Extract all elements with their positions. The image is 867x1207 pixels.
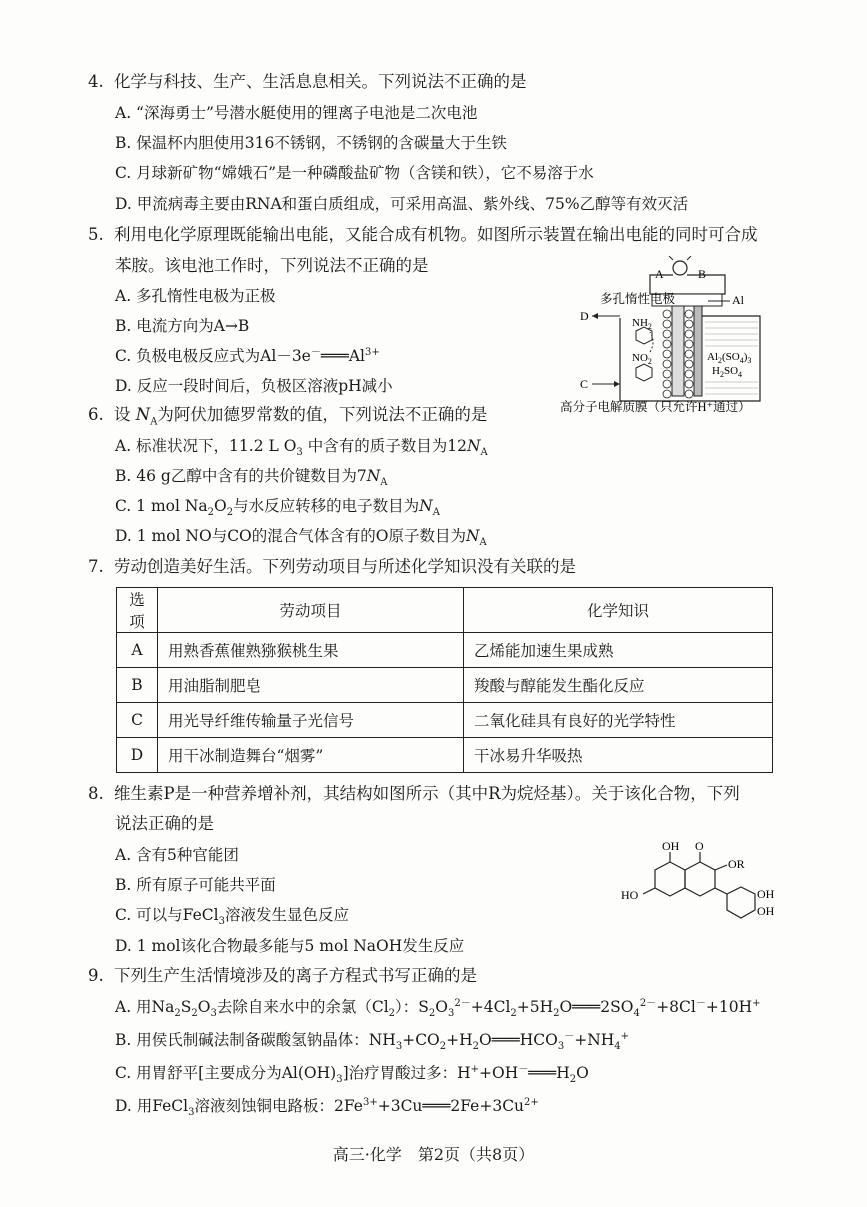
q5-stem-cont: 苯胺。该电池工作时，下列说法不正确的是 xyxy=(115,256,429,275)
ho-label: HO xyxy=(621,888,639,902)
cell-option: D xyxy=(117,738,158,773)
q6-option-d: D. 1 mol NO与CO的混合气体含有的O原子数目为$N_A$ xyxy=(115,527,487,549)
c-label: C xyxy=(580,377,589,391)
label-b: B xyxy=(698,267,707,281)
h2so4-label: $H_2SO_4$ xyxy=(712,365,743,379)
o-label: O xyxy=(695,840,704,853)
membrane-caption: 高分子电解质膜（只允许H⁺通过） xyxy=(560,400,751,414)
q6-option-b: B. 46 g乙醇中含有的共价键数目为$7N_A$ xyxy=(115,467,388,489)
q9-option-a: A. 用$Na_2S_2O_3$去除自来水中的余氯$(Cl_2)$：$S_2O_3^{2-}+4Cl_2+5H_2O═══2SO_4^{2-}+8Cl^-+10H^+$ xyxy=(115,997,761,1020)
q8-option-d: D. 1 mol该化合物最多能与5 mol NaOH发生反应 xyxy=(115,937,465,955)
q4-option-b: B. 保温杯内胆使用316不锈钢，不锈钢的含碳量大于生铁 xyxy=(115,134,507,152)
q5-option-c: C. 负极电极反应式为$Al-3e^-═══Al^{3+}$ xyxy=(115,346,380,365)
al2so4-label: $Al_2(SO_4)_3$ xyxy=(707,351,752,365)
no2-label: $NO_2$ xyxy=(632,352,652,366)
q8-stem-cont: 说法正确的是 xyxy=(115,814,214,833)
vitamin-p-structure xyxy=(615,840,785,925)
cell-knowledge: 羧酸与醇能发生酯化反应 xyxy=(464,668,773,703)
oh-label: OH xyxy=(662,840,680,853)
q6-option-a: A. 标准状况下，11.2 L $O_3$ 中含有的质子数目为$12N_A$ xyxy=(115,437,488,459)
cell-labor: 用干冰制造舞台“烟雾” xyxy=(158,738,464,773)
q7-stem: 7. 劳动创造美好生活。下列劳动项目与所述化学知识没有关联的是 xyxy=(88,557,576,576)
q5-stem: 5. 利用电化学原理既能输出电能，又能合成有机物。如图所示装置在输出电能的同时可合成 xyxy=(88,225,758,244)
cell-knowledge: 二氧化硅具有良好的光学特性 xyxy=(464,703,773,738)
q5-option-d: D. 反应一段时间后，负极区溶液pH减小 xyxy=(115,377,393,395)
cell-knowledge: 乙烯能加速生果成熟 xyxy=(464,633,773,668)
table-row xyxy=(117,738,773,773)
q9-stem: 9. 下列生产生活情境涉及的离子方程式书写正确的是 xyxy=(88,966,477,985)
or-label: OR xyxy=(728,857,745,871)
table-header-row xyxy=(117,588,773,633)
q4-option-c: C. 月球新矿物“嫦娥石”是一种磷酸盐矿物（含镁和铁），它不易溶于水 xyxy=(115,164,594,182)
cell-labor: 用熟香蕉催熟猕猴桃生果 xyxy=(158,633,464,668)
label-a: A xyxy=(655,267,664,281)
q6-option-c: C. 1 mol $Na_2O_2$与水反应转移的电子数目为$N_A$ xyxy=(115,497,440,519)
q5-cell-diagram xyxy=(560,256,790,416)
bulb-icon xyxy=(673,261,687,275)
q9-option-d: D. 用FeCl$_3$溶液刻蚀铜电路板：$2Fe^{3+}+3Cu═══2Fe+3Cu^{2+}$ xyxy=(115,1096,539,1119)
oh-label: OH xyxy=(757,887,775,901)
q8-option-b: B. 所有原子可能共平面 xyxy=(115,876,276,894)
oh-label: OH xyxy=(757,904,775,918)
q8-option-a: A. 含有5种官能团 xyxy=(115,846,239,864)
q4-option-a: A. “深海勇士”号潜水艇使用的锂离子电池是二次电池 xyxy=(115,104,478,122)
table-row xyxy=(117,668,773,703)
page-footer: 高三·化学 第2页（共8页） xyxy=(332,1145,535,1164)
q5-option-b: B. 电流方向为A→B xyxy=(115,317,250,335)
cell-labor: 用光导纤维传输量子光信号 xyxy=(158,703,464,738)
q4-stem: 4. 化学与科技、生产、生活息息相关。下列说法不正确的是 xyxy=(88,72,527,91)
cell-option: B xyxy=(117,668,158,703)
q7-table xyxy=(116,587,773,773)
q9-option-b: B. 用侯氏制碱法制备碳酸氢钠晶体：$NH_3+CO_2+H_2O═══HCO_3^-+NH_4^+$ xyxy=(115,1030,630,1053)
d-label: D xyxy=(580,309,589,323)
cell-labor: 用油脂制肥皂 xyxy=(158,668,464,703)
q5-option-a: A. 多孔惰性电极为正极 xyxy=(115,287,276,305)
q9-option-c: C. 用胃舒平[主要成分为$Al(OH)_3$]治疗胃酸过多：$H^++OH^-═══H_2O$ xyxy=(115,1063,589,1086)
cell-option: C xyxy=(117,703,158,738)
cell-knowledge: 干冰易升华吸热 xyxy=(464,738,773,773)
header-option: 选项 xyxy=(117,588,158,633)
cell-option: A xyxy=(117,633,158,668)
q8-option-c: C. 可以与FeCl$_3$溶液发生显色反应 xyxy=(115,906,349,928)
table-row xyxy=(117,703,773,738)
table-row xyxy=(117,633,773,668)
al-label: Al xyxy=(732,293,744,307)
electrode-label: 多孔惰性电极 xyxy=(600,292,676,306)
q4-option-d: D. 甲流病毒主要由RNA和蛋白质组成，可采用高温、紫外线、75%乙醇等有效灭活 xyxy=(115,195,689,213)
q6-stem: 6. 设 $N_A$为阿伏加德罗常数的值，下列说法不正确的是 xyxy=(88,405,488,428)
q8-stem: 8. 维生素P是一种营养增补剂，其结构如图所示（其中R为烷烃基）。关于该化合物，下列 xyxy=(88,784,740,803)
header-labor: 劳动项目 xyxy=(158,588,464,633)
nh2-label: $NH_2$ xyxy=(632,317,652,331)
header-knowledge: 化学知识 xyxy=(464,588,773,633)
